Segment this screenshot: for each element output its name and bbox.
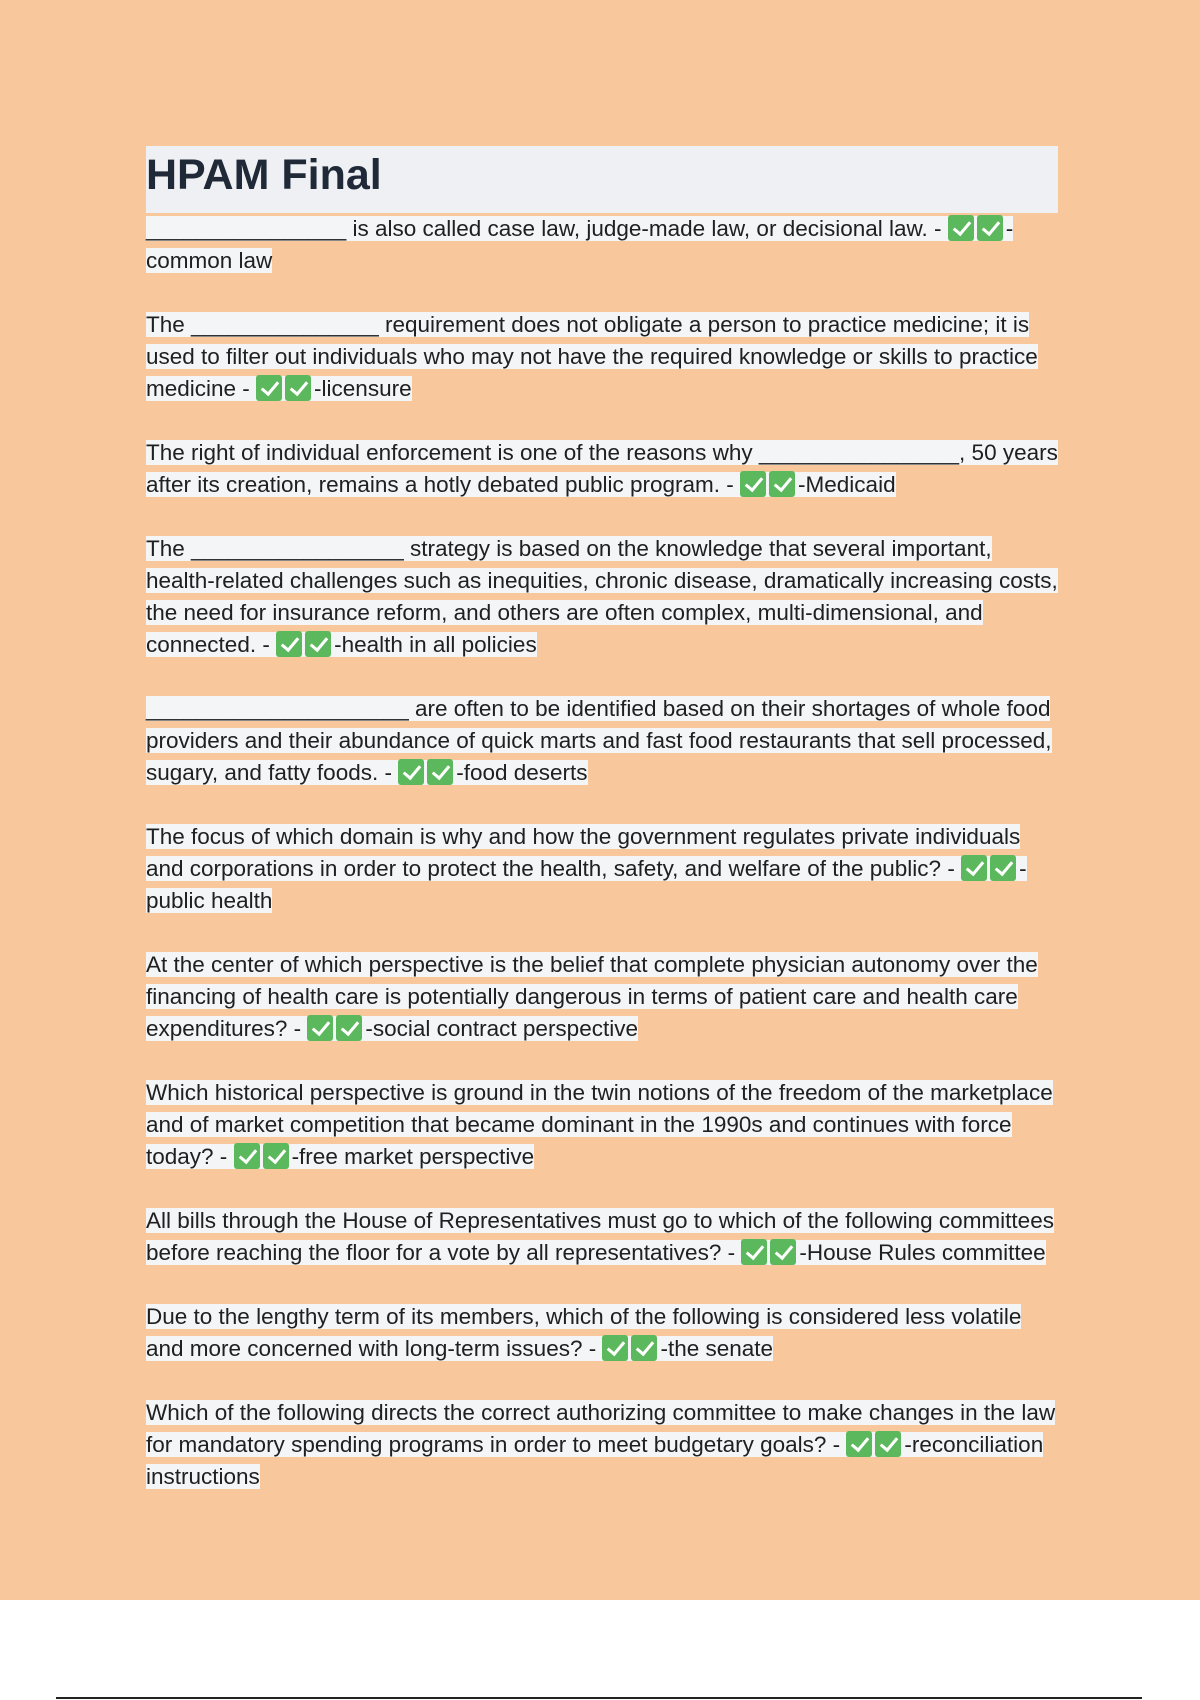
qa-item-1 [146,213,1058,277]
question-text: Which of the following directs the correct authorizing committee to make changes in the law for mandatory spending programs in order to meet budgetary goals? - [146,1400,1056,1457]
qa-item-9 [146,1205,1058,1269]
check-icon [602,1335,628,1361]
check-icon [846,1431,872,1457]
answer-text: -House Rules committee [799,1240,1046,1265]
check-icon [770,1239,796,1265]
question-text: Due to the lengthy term of its members, which of the following is considered less volatile and more concerned with long-term issues? - [146,1304,1022,1361]
qa-item-8 [146,1077,1058,1173]
check-icon [305,631,331,657]
answer-text: -Medicaid [798,472,896,497]
answer-text: -common law [146,216,1014,273]
check-icon [769,471,795,497]
check-icon [307,1015,333,1041]
question-text: All bills through the House of Representatives must go to which of the following committees before reaching the floor for a vote by all representatives? - [146,1208,1054,1265]
check-icon [336,1015,362,1041]
question-text: Which historical perspective is ground in the twin notions of the freedom of the marketplace and of market competition that became dominant in the 1990s and continues with force today? - [146,1080,1053,1169]
question-text: The _________________ strategy is based on the knowledge that several important, health-related challenges such as inequities, chronic disease, dramatically increasing costs, the need for insurance reform, and others are often complex, multi-dimensional, and connected. - [146,536,1058,657]
check-icon [948,215,974,241]
qa-item-3 [146,437,1058,501]
question-text: The right of individual enforcement is one of the reasons why ________________, 50 years after its creation, remains a hotly debated public program. - [146,440,1058,497]
check-icon [977,215,1003,241]
check-icon [398,759,424,785]
check-icon [990,855,1016,881]
qa-item-6 [146,821,1058,917]
answer-text: -licensure [314,376,412,401]
qa-item-7 [146,949,1058,1045]
answer-text: -the senate [660,1336,774,1361]
document-content [146,146,1058,1525]
check-icon [427,759,453,785]
check-icon [741,1239,767,1265]
qa-item-5 [146,693,1058,789]
answer-text: -reconciliation instructions [146,1432,1044,1489]
page-title: HPAM Final [146,151,382,199]
question-text: _____________________ are often to be identified based on their shortages of whole food providers and their abundance of quick marts and fast food restaurants that sell processed, sugary, and fatty foods. - [146,696,1052,785]
answer-text: -social contract perspective [365,1016,638,1041]
answer-text: -food deserts [456,760,588,785]
check-icon [256,375,282,401]
check-icon [285,375,311,401]
check-icon [631,1335,657,1361]
question-text: At the center of which perspective is the belief that complete physician autonomy over the financing of health care is potentially dangerous in terms of patient care and health care expenditures? - [146,952,1038,1041]
check-icon [740,471,766,497]
qa-item-11 [146,1397,1058,1493]
answer-text: -public health [146,856,1027,913]
check-icon [263,1143,289,1169]
qa-item-2 [146,309,1058,405]
check-icon [276,631,302,657]
question-text: ________________ is also called case law, judge-made law, or decisional law. - [146,216,948,241]
check-icon [234,1143,260,1169]
check-icon [875,1431,901,1457]
page-divider [56,1697,1142,1699]
title-block [146,146,1058,213]
question-text: The _______________ requirement does not obligate a person to practice medicine; it is used to filter out individuals who may not have the required knowledge or skills to practice medicine - [146,312,1038,401]
answer-text: -health in all policies [334,632,537,657]
question-text: The focus of which domain is why and how the government regulates private individuals and corporations in order to protect the health, safety, and welfare of the public? - [146,824,1021,881]
qa-item-10 [146,1301,1058,1365]
answer-text: -free market perspective [291,1144,535,1169]
qa-item-4 [146,533,1058,661]
check-icon [961,855,987,881]
